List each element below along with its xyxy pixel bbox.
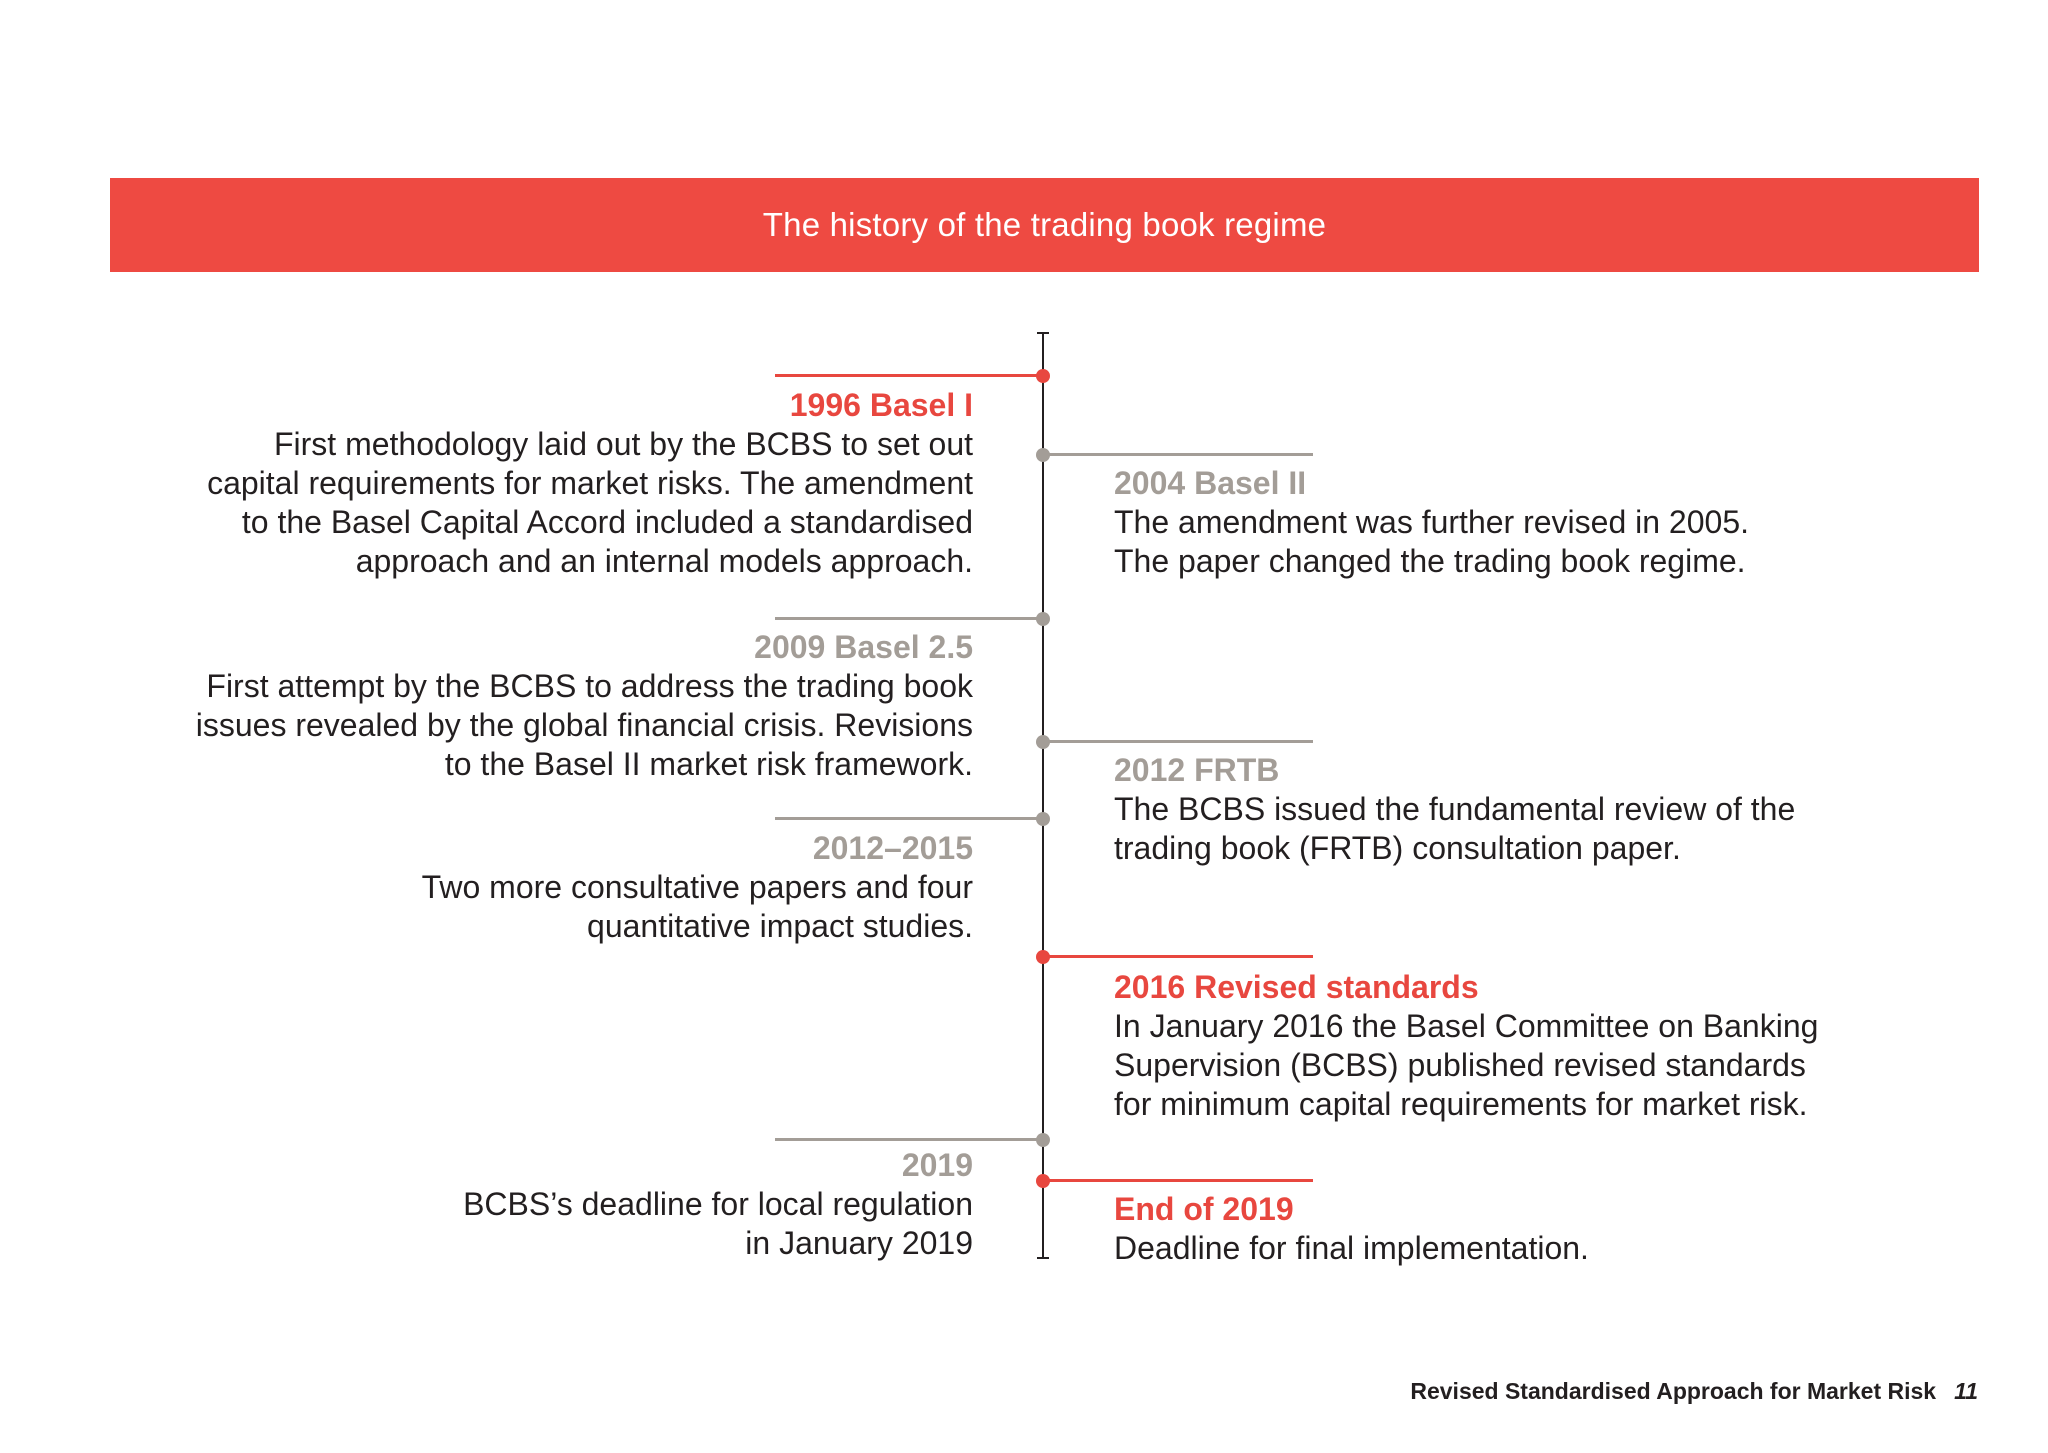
entry-description: Deadline for final implementation. <box>1114 1230 1589 1266</box>
banner-title: The history of the trading book regime <box>762 206 1327 243</box>
connector-2016-revised-standards <box>1043 955 1313 958</box>
entry-heading: 2012 FRTB <box>1114 752 1280 788</box>
title-banner <box>110 178 1979 272</box>
entry-heading: 2009 Basel 2.5 <box>754 629 973 665</box>
marker-2012-frtb <box>1036 735 1050 749</box>
entry-description: Two more consultative papers and four quantitative impact studies. <box>421 869 973 944</box>
marker-2012-2015 <box>1036 812 1050 826</box>
connector-2004-basel-ii <box>1043 453 1313 456</box>
connector-2009-basel-2-5 <box>775 617 1043 620</box>
marker-2009-basel-2-5 <box>1036 612 1050 626</box>
page-footer <box>1410 1378 1978 1405</box>
timeline-top-cap <box>1037 332 1049 334</box>
entry-end-of-2019 <box>1114 1190 1589 1268</box>
entry-2012-frtb <box>1114 751 1795 868</box>
entry-heading: 2004 Basel II <box>1114 465 1307 501</box>
connector-2019 <box>775 1138 1043 1141</box>
entry-description: First methodology laid out by the BCBS to set out capital requirements for market risks. The amendment to the Basel Capital Accord included a standardised approach and an internal models approach. <box>207 426 973 579</box>
entry-heading: End of 2019 <box>1114 1191 1294 1227</box>
page-number: 11 <box>1954 1378 1978 1404</box>
entry-2004-basel-ii <box>1114 464 1749 581</box>
marker-end-of-2019 <box>1036 1174 1050 1188</box>
entry-1996-basel-i <box>207 386 973 581</box>
entry-description: The BCBS issued the fundamental review of the trading book (FRTB) consultation paper. <box>1114 791 1796 866</box>
entry-2019 <box>463 1146 973 1263</box>
marker-2019 <box>1036 1133 1050 1147</box>
entry-heading: 1996 Basel I <box>789 387 973 423</box>
connector-2012-2015 <box>775 817 1043 820</box>
marker-2016-revised-standards <box>1036 950 1050 964</box>
entry-heading: 2016 Revised standards <box>1114 969 1479 1005</box>
timeline-axis <box>1042 332 1044 1259</box>
marker-1996-basel-i <box>1036 369 1050 383</box>
entry-heading: 2019 <box>901 1147 973 1183</box>
entry-description: First attempt by the BCBS to address the trading book issues revealed by the global financial crisis. Revisions to the Basel II market risk framework. <box>195 668 973 782</box>
connector-end-of-2019 <box>1043 1179 1313 1182</box>
connector-1996-basel-i <box>775 374 1043 377</box>
entry-description: The amendment was further revised in 2005. The paper changed the trading book regime. <box>1114 504 1749 579</box>
entry-description: BCBS’s deadline for local regulation in January 2019 <box>463 1186 973 1261</box>
entry-2009-basel-2-5 <box>196 628 973 784</box>
entry-2012-2015 <box>422 829 973 946</box>
marker-2004-basel-ii <box>1036 448 1050 462</box>
entry-description: In January 2016 the Basel Committee on Banking Supervision (BCBS) published revised standards for minimum capital requirements for market risk. <box>1114 1008 1819 1122</box>
entry-heading: 2012–2015 <box>812 830 973 866</box>
timeline-bottom-cap <box>1037 1257 1049 1259</box>
connector-2012-frtb <box>1043 740 1313 743</box>
entry-2016-revised-standards <box>1114 968 1818 1124</box>
footer-title: Revised Standardised Approach for Market Risk <box>1410 1378 1937 1404</box>
